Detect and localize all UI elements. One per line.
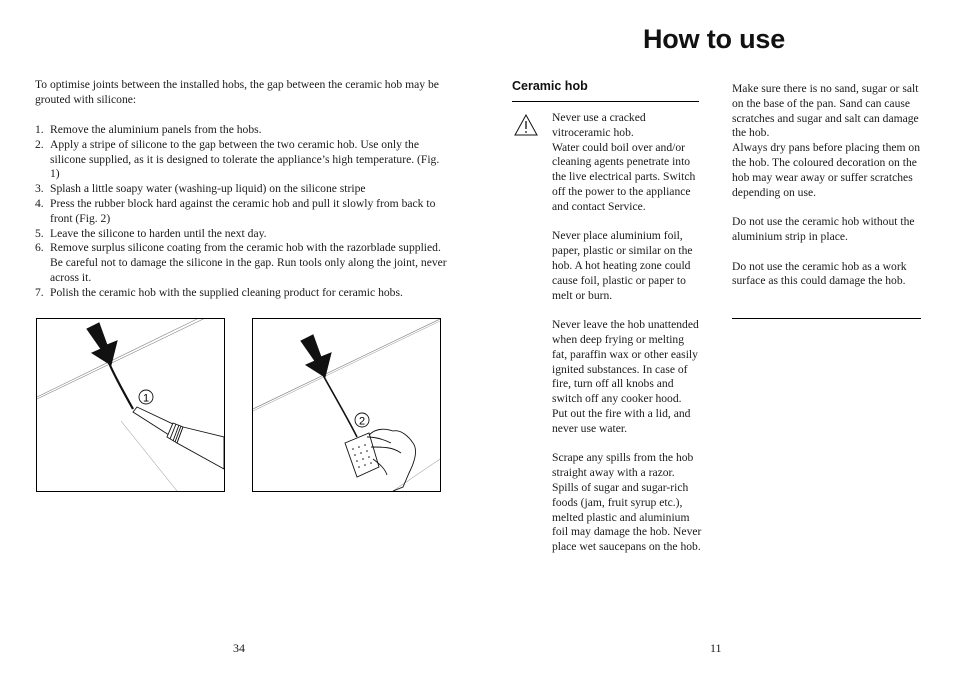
step-text: Press the rubber block hard against the ceramic hob and pull it slowly from back to front (Fig. 2) bbox=[50, 196, 436, 225]
figure-2-label: 2 bbox=[358, 415, 366, 428]
intro-text: To optimise joints between the installed hobs, the gap between the ceramic hob may be grouted with silicone: bbox=[35, 78, 439, 106]
column-end-divider bbox=[732, 318, 921, 319]
step-number: 4. bbox=[35, 196, 44, 210]
step-item bbox=[35, 227, 447, 242]
page-title: How to use bbox=[643, 24, 786, 54]
step-number: 2. bbox=[35, 137, 44, 151]
step-item bbox=[35, 197, 447, 227]
warning-paragraph: Never use a cracked vitroceramic hob. Water could boil over and/or cleaning agents penetrate into the live electrical parts. Switch off the power to the appliance and contact Service. bbox=[552, 111, 696, 213]
rubber-block-illustration bbox=[253, 319, 440, 491]
step-text: Splash a little soapy water (washing-up liquid) on the silicone stripe bbox=[50, 182, 366, 196]
step-text: Apply a stripe of silicone to the gap between the two ceramic hob. Use only the silicone supplied, as it is designed to tolerate the appliance’s high temperature. (Fig. 1) bbox=[50, 137, 440, 181]
heading-divider bbox=[512, 101, 699, 102]
step-text: Remove the aluminium panels from the hobs. bbox=[50, 123, 262, 136]
silicone-tube-illustration bbox=[37, 319, 224, 491]
step-item bbox=[35, 182, 447, 197]
step-number: 7. bbox=[35, 285, 44, 299]
warning-column bbox=[552, 111, 702, 555]
warning-paragraph: Never place aluminium foil, paper, plastic or similar on the hob. A hot heating zone could cause foil, plastic or paper to melt or burn. bbox=[552, 229, 693, 302]
step-item bbox=[35, 286, 447, 301]
advice-column bbox=[732, 82, 924, 289]
instruction-steps bbox=[35, 123, 447, 301]
step-item bbox=[35, 241, 447, 285]
warning-paragraph: Scrape any spills from the hob straight away with a razor. Spills of sugar and sugar-rich foods (jam, fruit syrup etc.), melted plastic and aluminium foil may damage the hob. Never place wet saucepans on the hob. bbox=[552, 451, 702, 554]
step-number: 5. bbox=[35, 226, 44, 240]
step-number: 6. bbox=[35, 241, 44, 255]
advice-paragraph: Do not use the ceramic hob without the aluminium strip in place. bbox=[732, 215, 915, 243]
section-heading: Ceramic hob bbox=[512, 79, 588, 93]
advice-paragraph: Make sure there is no sand, sugar or salt on the base of the pan. Sand can cause scratches and sugar and salt can damage the hob. Always dry pans before placing them on the hob. The coloured decoration on the hob may wear away or suffer scratches depending on use. bbox=[732, 82, 921, 199]
figure-1-label: 1 bbox=[142, 392, 150, 405]
step-number: 1. bbox=[35, 123, 44, 136]
warning-triangle-icon bbox=[514, 114, 538, 141]
page-number-left: 34 bbox=[233, 641, 245, 655]
figure-2 bbox=[252, 318, 441, 492]
step-item bbox=[35, 123, 447, 138]
advice-paragraph: Do not use the ceramic hob as a work surface as this could damage the hob. bbox=[732, 259, 907, 288]
figure-1 bbox=[36, 318, 225, 492]
warning-paragraph: Never leave the hob unattended when deep frying or melting fat, paraffin wax or other easily ignited substances. In case of fire, turn off all knobs and switch off any cooker hood. Put out the fire with a lid, and never use water. bbox=[552, 318, 699, 435]
step-text: Leave the silicone to harden until the next day. bbox=[50, 226, 267, 240]
page-number-right: 11 bbox=[710, 641, 722, 655]
step-text: Polish the ceramic hob with the supplied cleaning product for ceramic hobs. bbox=[50, 285, 403, 299]
step-text: Remove surplus silicone coating from the ceramic hob with the razorblade supplied. Be careful not to damage the silicone in the gap. Run tools only along the joint, never across it. bbox=[50, 241, 447, 284]
step-number: 3. bbox=[35, 182, 44, 196]
step-item bbox=[35, 138, 447, 182]
